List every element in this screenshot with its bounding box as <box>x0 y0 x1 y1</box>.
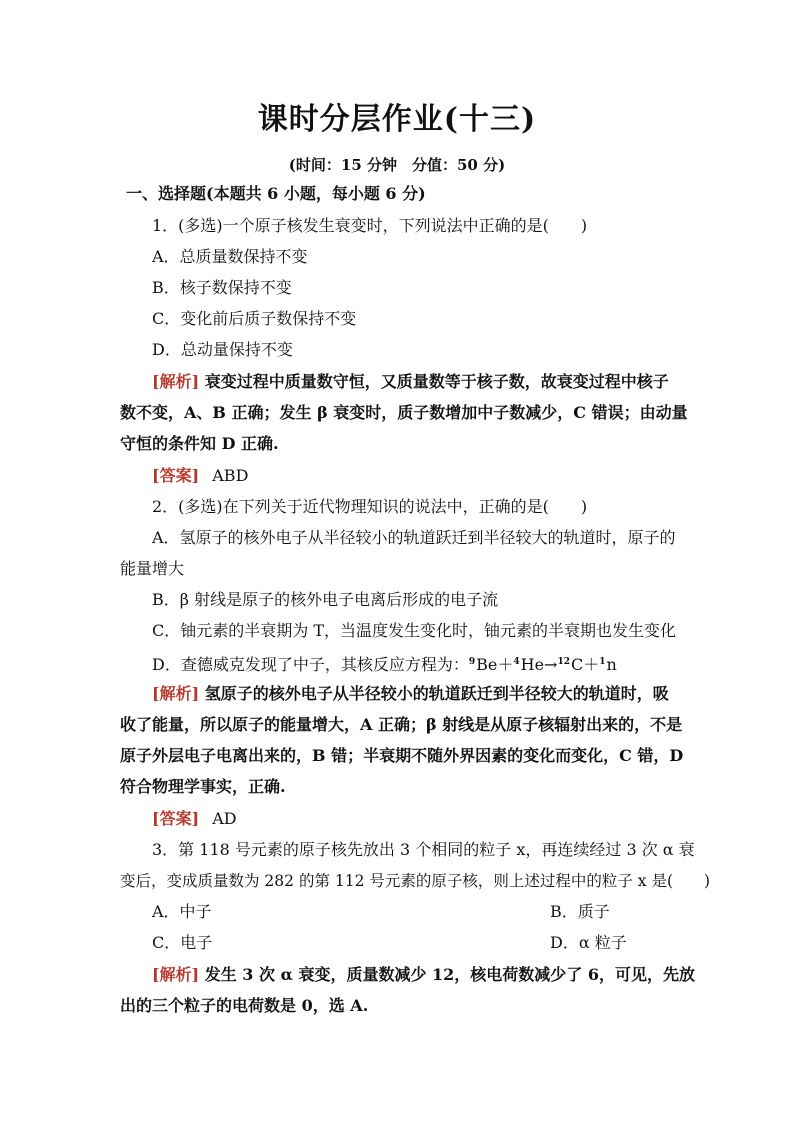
be-mass-number: 9 <box>468 657 476 667</box>
analysis-tag: [解析] <box>152 684 200 703</box>
q3-analysis-line-1 <box>152 965 712 985</box>
n-mass-number: 1 <box>599 657 606 667</box>
q2-option-b: B．β 射线是原子的核外电子电离后形成的电子流 <box>152 590 499 609</box>
q3-option-d: D．α 粒子 <box>550 933 627 952</box>
q3-option-row-2 <box>152 933 712 953</box>
q3-stem-line-1: 3．第 118 号元素的原子核先放出 3 个相同的粒子 x，再连续经过 3 次 α 衰 <box>152 840 695 859</box>
nuclear-equation <box>469 655 617 674</box>
q1-answer <box>152 466 712 486</box>
q2-option-a-line-2: 能量增大 <box>120 559 185 578</box>
page-subtitle: (时间：15 分钟 分值：50 分) <box>288 156 506 174</box>
he-symbol: He <box>520 655 545 674</box>
plus-sign: ＋ <box>497 655 514 674</box>
q2-analysis-line-1 <box>152 684 712 704</box>
q2-stem: 2．(多选)在下列关于近代物理知识的说法中，正确的是( ) <box>152 497 588 516</box>
c-symbol: C <box>570 655 584 674</box>
q1-option-b: B．核子数保持不变 <box>152 278 292 297</box>
q2-option-a-line-1: A．氢原子的核外电子从半径较小的轨道跃迁到半径较大的轨道时，原子的 <box>152 528 676 547</box>
q2-analysis-line-4: 符合物理学事实，正确. <box>120 777 286 796</box>
be-symbol: Be <box>476 655 498 674</box>
q2-answer <box>152 809 712 829</box>
q1-analysis-text-1: 衰变过程中质量数守恒，又质量数等于核子数，故衰变过程中核子 <box>204 372 669 391</box>
arrow-symbol: → <box>544 655 558 674</box>
page-title: 课时分层作业(十三) <box>257 102 537 137</box>
q1-analysis-line-3: 守恒的条件知 D 正确. <box>120 434 279 453</box>
q2-answer-value: AD <box>212 809 237 828</box>
q1-analysis-line-1 <box>152 372 712 392</box>
q2-analysis-line-2: 收了能量，所以原子的能量增大，A 正确；β 射线是从原子核辐射出来的，不是 <box>120 715 683 734</box>
q3-analysis-text-1: 发生 3 次 α 衰变，质量数减少 12，核电荷数减少了 6，可见，先放 <box>204 965 696 984</box>
analysis-tag: [解析] <box>152 372 200 391</box>
answer-tag: [答案] <box>152 466 200 485</box>
c-mass-number: 12 <box>557 657 570 667</box>
q1-option-d: D．总动量保持不变 <box>152 340 293 359</box>
q1-analysis-line-2: 数不变，A、B 正确；发生 β 衰变时，质子数增加中子数减少，C 错误；由动量 <box>120 403 688 422</box>
analysis-tag: [解析] <box>152 965 200 984</box>
n-symbol: n <box>606 655 617 674</box>
q1-answer-value: ABD <box>212 466 249 485</box>
q2-option-d-text: D．查德威克发现了中子，其核反应方程为： <box>152 655 469 674</box>
q3-option-a: A．中子 <box>152 902 212 921</box>
q2-analysis-line-3: 原子外层电子电离出来的，B 错；半衰期不随外界因素的变化而变化，C 错，D <box>120 746 684 765</box>
q1-option-c: C．变化前后质子数保持不变 <box>152 309 357 328</box>
q1-stem: 1．(多选)一个原子核发生衰变时，下列说法中正确的是( ) <box>152 216 588 235</box>
q2-option-d <box>152 652 712 675</box>
q3-stem-line-2: 变后，变成质量数为 282 的第 112 号元素的原子核，则上述过程中的粒子 x 是( ) <box>120 872 711 890</box>
section-heading: 一、选择题(本题共 6 小题，每小题 6 分) <box>126 184 426 203</box>
q2-analysis-text-1: 氢原子的核外电子从半径较小的轨道跃迁到半径较大的轨道时，吸 <box>204 684 669 703</box>
q3-option-b: B．质子 <box>550 902 610 921</box>
answer-tag: [答案] <box>152 809 200 828</box>
plus-sign-2: ＋ <box>583 655 600 674</box>
q2-option-c: C．铀元素的半衰期为 T，当温度发生变化时，铀元素的半衰期也发生变化 <box>152 621 677 640</box>
q3-option-row-1 <box>152 902 712 922</box>
q3-analysis-line-2: 出的三个粒子的电荷数是 0，选 A. <box>120 996 369 1015</box>
he-mass-number: 4 <box>513 657 520 667</box>
q1-option-a: A．总质量数保持不变 <box>152 247 308 266</box>
q3-option-c: C．电子 <box>152 933 213 952</box>
